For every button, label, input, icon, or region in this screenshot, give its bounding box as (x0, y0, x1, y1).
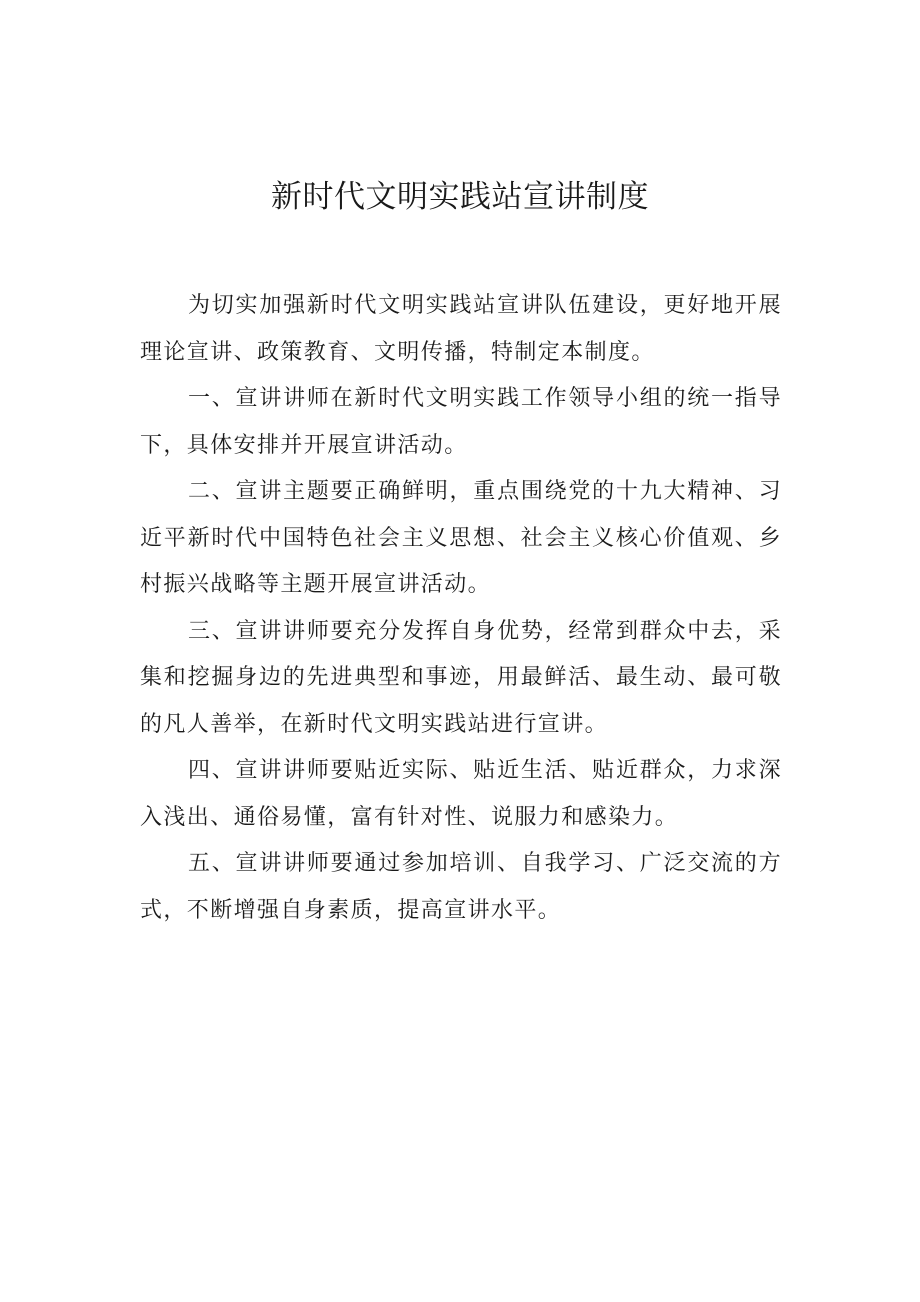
document-title: 新时代文明实践站宣讲制度 (271, 179, 649, 215)
rule-paragraph-5: 五、宣讲讲师要通过参加培训、自我学习、广泛交流的方式，不断增强自身素质，提高宣讲水平。 (140, 851, 782, 923)
document-body (140, 283, 782, 934)
rule-paragraph-4: 四、宣讲讲师要贴近实际、贴近生活、贴近群众，力求深入浅出、通俗易懂，富有针对性、说服力和感染力。 (140, 758, 782, 830)
rule-paragraph-3: 三、宣讲讲师要充分发挥自身优势，经常到群众中去，采集和挖掘身边的先进典型和事迹，用最鲜活、最生动、最可敬的凡人善举，在新时代文明实践站进行宣讲。 (140, 618, 782, 737)
rule-paragraph-2: 二、宣讲主题要正确鲜明，重点围绕党的十九大精神、习近平新时代中国特色社会主义思想、社会主义核心价值观、乡村振兴战略等主题开展宣讲活动。 (140, 479, 782, 597)
intro-paragraph: 为切实加强新时代文明实践站宣讲队伍建设，更好地开展理论宣讲、政策教育、文明传播，特制定本制度。 (140, 293, 782, 365)
rule-paragraph-1: 一、宣讲讲师在新时代文明实践工作领导小组的统一指导下，具体安排并开展宣讲活动。 (140, 386, 782, 458)
